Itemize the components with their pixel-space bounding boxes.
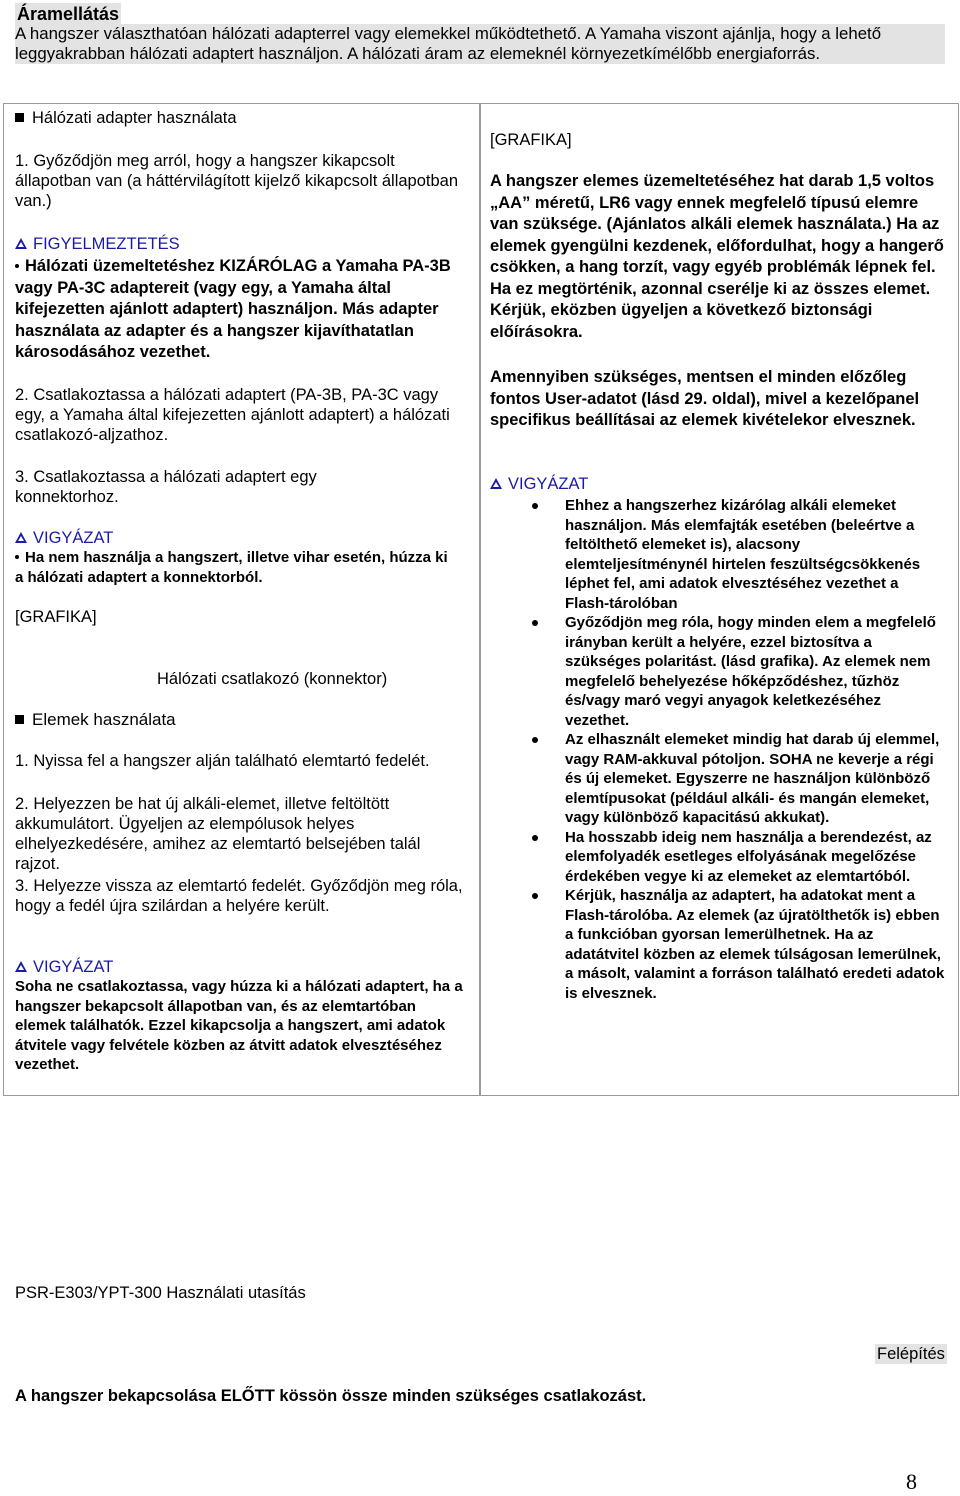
warning-text-body: Hálózati üzemeltetéshez KIZÁRÓLAG a Yamaha PA-3B vagy PA-3C adaptereit (vagy egy, a Yamaha által kifejezetten ajánlott adaptert) használjon. Más adapter használata az adapter és a hangszer kijavíthatatlan károsodásához vezethet.	[15, 257, 451, 361]
warning-triangle-icon	[15, 238, 27, 249]
section-label: Felépítés	[877, 1345, 945, 1363]
caution1-title	[15, 528, 470, 548]
caution2-title-text: VIGYÁZAT	[33, 958, 114, 976]
backup-notice-text: Amennyiben szükséges, mentsen el minden előzőleg fontos User-adatot (lásd 29. oldal), mivel a kezelőpanel specifikus beállításai az elemek kivételekor elvesznek.	[490, 368, 920, 429]
right-caution-title	[490, 474, 945, 494]
bullet-icon	[15, 264, 19, 268]
list-item: Az elhasznált elemeket mindig hat darab új elemmel, vagy RAM-akkuval pótoljon. SOHA ne keverje a régi és új elemeket. Egyszerre ne használjon különböző elemtípusokat (például alkáli- és mangán elemeket, vagy különböző kapacitású akkukat).	[490, 730, 945, 828]
right-caution-title-text: VIGYÁZAT	[508, 475, 589, 493]
adapter-heading	[15, 108, 470, 128]
battery-step-3: 3. Helyezze vissza az elemtartó fedelét. Győződjön meg róla, hogy a fedél újra szilárdan a helyére került.	[15, 877, 463, 915]
battery-heading	[15, 710, 470, 730]
adapter-heading-text: Hálózati adapter használata	[32, 109, 237, 127]
adapter-step-1: 1. Győződjön meg arról, hogy a hangszer kikapcsolt állapotban van (a háttérvilágított kijelző kikapcsolt állapotban van.)	[15, 152, 459, 210]
outlet-label: Hálózati csatlakozó (konnektor)	[157, 670, 388, 688]
connect-note: A hangszer bekapcsolása ELŐTT kössön össze minden szükséges csatlakozást.	[15, 1387, 647, 1405]
adapter-step-2: 2. Csatlakoztassa a hálózati adaptert (PA-3B, PA-3C vagy egy, a Yamaha által kifejezetten ajánlott adaptert) a hálózati csatlakozó-aljzathoz.	[15, 386, 450, 444]
page-number: 8	[906, 1469, 917, 1494]
list-item: Ha hosszabb ideig nem használja a berendezést, az elemfolyadék esetleges elfolyásának megelőzése érdekében vegye ki az elemeket az elemtartóból.	[490, 828, 945, 887]
caution1-title-text: VIGYÁZAT	[33, 529, 114, 547]
warning-triangle-icon	[490, 478, 502, 489]
list-item: Győződjön meg róla, hogy minden elem a megfelelő irányban került a helyére, ezzel biztosítva a szükséges polaritást. (lásd grafika). Az elemek nem megfelelő behelyezése hőképződéshez, tűzhöz és/vagy maró vegyi anyagok keletkezéséhez vezethet.	[490, 613, 945, 730]
caution1-text	[15, 548, 455, 587]
warning-title-text: FIGYELMEZTETÉS	[33, 235, 180, 253]
square-bullet-icon	[15, 113, 24, 122]
caution2-title	[15, 957, 470, 977]
page-title: Áramellátás	[17, 4, 120, 24]
intro-paragraph: A hangszer választhatóan hálózati adapterrel vagy elemekkel működtethető. A Yamaha viszont ajánlja, hogy a lehető leggyakrabban hálózati adaptert használjon. A hálózati áram az elemeknél környezetkímélőbb energiaforrás.	[15, 24, 945, 64]
list-item: Kérjük, használja az adaptert, ha adatokat ment a Flash-tárolóba. Az elemek (az újratölthetők is) ebben a funkcióban gyorsan lemerülhetnek. Ha az adatátvitel közben az elemek túlságosan lemerülnek, a másolt, valamint a forráson található eredeti adatok is elvesznek.	[490, 886, 945, 1003]
battery-step-2: 2. Helyezzen be hat új alkáli-elemet, illetve feltöltött akkumulátort. Ügyeljen az elempólusok helyes elhelyezkedésére, amihez az elemtartó belsejében talál rajzot.	[15, 795, 421, 873]
manual-name: PSR-E303/YPT-300 Használati utasítás	[15, 1284, 306, 1302]
bullet-icon	[15, 555, 19, 559]
adapter-step-3: 3. Csatlakoztassa a hálózati adaptert egy konnektorhoz.	[15, 468, 317, 506]
caution1-text-body: Ha nem használja a hangszert, illetve vihar esetén, húzza ki a hálózati adaptert a konnektorból.	[15, 549, 448, 586]
graphic-placeholder-right: [GRAFIKA]	[490, 131, 572, 149]
graphic-placeholder-left: [GRAFIKA]	[15, 608, 97, 626]
warning-text	[15, 256, 465, 364]
battery-caution-list	[490, 496, 945, 1003]
list-item: Ehhez a hangszerhez kizárólag alkáli elemeket használjon. Más elemfajták esetében (beleértve a feltölthető elemeket is), alacsony elemteljesítménynél hirtelen feszültségcsökkenés léphet fel, ami adatok elvesztéséhez vezethet a Flash-tárolóban	[490, 496, 945, 613]
square-bullet-icon	[15, 715, 24, 724]
caution2-text: Soha ne csatlakoztassa, vagy húzza ki a hálózati adaptert, ha a hangszer bekapcsolt állapotban van, és az elemtartóban elemek találhatók. Ezzel kikapcsolja a hangszert, ami adatok átvitele vagy felvétele közben az átvitt adatok elvesztéséhez vezethet.	[15, 978, 463, 1073]
battery-heading-text: Elemek használata	[32, 710, 176, 729]
battery-requirements-text: A hangszer elemes üzemeltetéséhez hat darab 1,5 voltos „AA” méretű, LR6 vagy ennek megfelelő típusú elemre van szüksége. (Ajánlatos alkáli elemek használata.) Ha az elemek gyengülni kezdenek, előfordulhat, hogy a hangerő csökken, a hang torzít, vagy egyéb problémák lépnek fel. Ha ez megtörténik, azonnal cserélje ki az összes elemet. Kérjük, eközben ügyeljen a következő biztonsági előírásokra.	[490, 172, 944, 341]
battery-step-1: 1. Nyissa fel a hangszer alján található elemtartó fedelét.	[15, 752, 430, 770]
warning-triangle-icon	[15, 961, 27, 972]
warning-title	[15, 234, 470, 254]
warning-triangle-icon	[15, 532, 27, 543]
